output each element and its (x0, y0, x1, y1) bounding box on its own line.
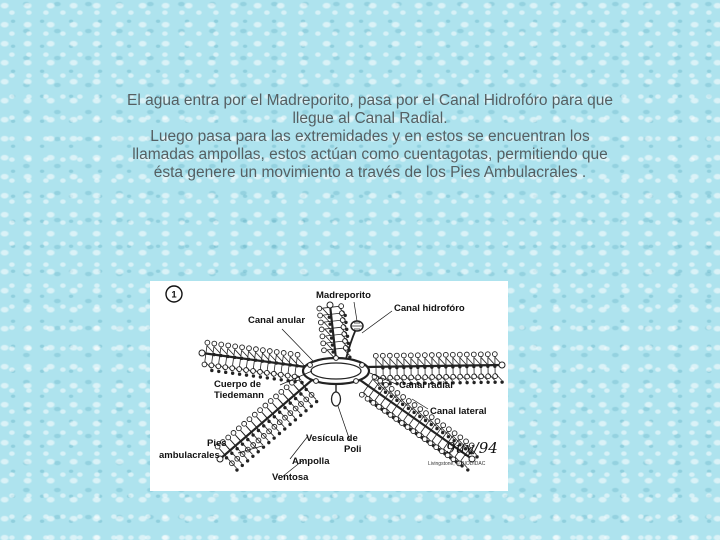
label-pies-line2: ambulacrales (159, 450, 220, 461)
ampulla (240, 345, 245, 350)
lateral-canal (415, 422, 420, 429)
sucker (225, 456, 228, 459)
figure-credit: Livingstone, © BIODIDAC (428, 461, 486, 467)
sucker (293, 380, 296, 383)
tube-foot (297, 358, 304, 365)
ampulla (274, 350, 279, 355)
sucker (344, 321, 347, 324)
ampulla (412, 403, 417, 408)
ampulla (485, 352, 490, 357)
sucker (246, 459, 249, 462)
sucker (401, 403, 404, 406)
sucker (328, 322, 331, 325)
tube-foot (207, 346, 214, 353)
ampulla (450, 352, 455, 357)
ampulla (395, 391, 400, 396)
ampulla (267, 349, 272, 354)
ampulla (219, 342, 224, 347)
lateral-canal (324, 321, 332, 322)
sucker (466, 468, 469, 471)
ampulla (359, 392, 364, 397)
sucker (235, 468, 238, 471)
sucker (330, 336, 333, 339)
intro-paragraph: El agua entra por el Madreporito, pasa por el Canal Hidrofóro para que llegue al Canal Radial. (127, 92, 613, 127)
tube-foot (242, 350, 249, 357)
ampulla (422, 437, 427, 442)
sucker (262, 424, 265, 427)
sucker (251, 433, 254, 436)
ampulla (281, 350, 286, 355)
label-cuerpo-line1: Cuerpo de (214, 379, 261, 390)
lateral-canal (325, 328, 333, 329)
lateral-canal (421, 426, 426, 433)
sucker (238, 372, 241, 375)
ampulla (384, 382, 389, 387)
lateral-canal (331, 313, 339, 314)
tube-foot (246, 426, 253, 433)
ampulla (205, 340, 210, 345)
sucker (288, 423, 291, 426)
tube-foot (262, 353, 269, 360)
ampulla (406, 399, 411, 404)
lateral-canal (323, 314, 331, 315)
ampulla (236, 426, 241, 431)
tube-foot (228, 348, 235, 355)
tube-foot (411, 358, 418, 365)
tube-foot (488, 357, 495, 364)
lateral-canal (333, 327, 341, 328)
tube-foot (278, 399, 285, 406)
ampulla (434, 445, 439, 450)
ampulla (260, 348, 265, 353)
sucker (251, 455, 254, 458)
tube-foot (230, 440, 237, 447)
lateral-canal (326, 342, 334, 343)
sucker (280, 378, 283, 381)
sucker (294, 418, 297, 421)
tube-foot (256, 352, 263, 359)
sucker (266, 376, 269, 379)
ampulla (394, 417, 399, 422)
label-canal-anular: Canal anular (248, 315, 306, 326)
sucker (388, 382, 391, 385)
polian-vesicle (332, 392, 341, 406)
tube-foot (283, 394, 290, 401)
ampulla (387, 353, 392, 358)
ampulla (247, 417, 252, 422)
label-cuerpo-line2: Tiedemann (214, 390, 264, 401)
sucker (252, 374, 255, 377)
ampulla (258, 408, 263, 413)
label-ampolla: Ampolla (292, 456, 330, 467)
sucker (261, 359, 264, 362)
ampulla (226, 343, 231, 348)
tube-foot (481, 357, 488, 364)
sucker (305, 388, 308, 391)
sucker (282, 362, 285, 365)
tube-foot (460, 358, 467, 365)
sucker (278, 432, 281, 435)
lateral-canal (386, 402, 391, 409)
sucker (275, 361, 278, 364)
tube-foot (474, 357, 481, 364)
water-vascular-diagram (150, 281, 508, 491)
label-madreporito: Madreporito (316, 290, 371, 301)
ampulla (284, 385, 289, 390)
detail-paragraph: Luego pasa para las extremidades y en estos se encuentran los llamadas ampollas, estos actúan como cuentagotas, permitiendo que ésta genere un movimiento a través de los Pies Ambulacrales . (132, 128, 608, 181)
lateral-canal (404, 414, 409, 421)
tube-foot (220, 449, 227, 456)
tube-foot (251, 421, 258, 428)
ampulla (371, 400, 376, 405)
sucker (424, 419, 427, 422)
sucker (235, 447, 238, 450)
ampulla (378, 378, 383, 383)
ampulla (417, 433, 422, 438)
sucker (384, 391, 387, 394)
sucker (300, 381, 303, 384)
ampulla (418, 407, 423, 412)
ampulla (233, 344, 238, 349)
sucker (246, 438, 249, 441)
sucker (231, 372, 234, 375)
ampulla (254, 347, 259, 352)
lateral-canal (381, 398, 386, 405)
artist-signature: 9uy/94 (446, 439, 498, 457)
sucker (472, 381, 475, 384)
ampulla (318, 320, 323, 325)
tube-foot (276, 355, 283, 362)
ampulla (471, 352, 476, 357)
tube-foot (273, 403, 280, 410)
ampulla (317, 306, 322, 311)
lateral-canal (364, 386, 369, 393)
ampulla (428, 441, 433, 446)
sucker (458, 381, 461, 384)
tube-foot (376, 359, 383, 366)
ampulla (288, 351, 293, 356)
ampulla (295, 352, 300, 357)
sucker (390, 395, 393, 398)
label-canal-radial: Canal radial (399, 380, 453, 391)
tube-foot (432, 358, 439, 365)
sucker (278, 411, 281, 414)
sucker (299, 392, 302, 395)
tube-foot (290, 357, 297, 364)
ampulla (212, 341, 217, 346)
ampulla (382, 408, 387, 413)
tube-foot (235, 349, 242, 356)
lateral-canal (332, 320, 340, 321)
sucker (378, 387, 381, 390)
sucker (240, 357, 243, 360)
sucker (412, 411, 415, 414)
lateral-canal (426, 430, 431, 437)
ampulla (436, 353, 441, 358)
ampulla (446, 427, 451, 432)
sucker (254, 359, 257, 362)
ampulla (399, 421, 404, 426)
ampulla (443, 352, 448, 357)
ampulla (424, 411, 429, 416)
ampulla (429, 353, 434, 358)
ampulla (492, 352, 497, 357)
tube-foot (425, 358, 432, 365)
sucker (315, 400, 318, 403)
sucker (493, 381, 496, 384)
sucker (435, 427, 438, 430)
ampulla (321, 341, 326, 346)
ampulla (440, 449, 445, 454)
label-pies-line1: Pies (207, 438, 227, 449)
tube-foot (439, 358, 446, 365)
sucker (283, 427, 286, 430)
sucker (257, 450, 260, 453)
tube-foot (221, 347, 228, 354)
sucker (267, 420, 270, 423)
arm-tip (199, 350, 205, 356)
tube-foot (257, 417, 264, 424)
tube-foot (241, 431, 248, 438)
label-canal-hidroforo: Canal hidrofóro (394, 303, 465, 314)
figure-number: 1 (171, 289, 177, 301)
ampulla (388, 413, 393, 418)
lateral-canal (327, 349, 335, 350)
ampulla (380, 353, 385, 358)
tube-foot (404, 358, 411, 365)
ring-canal-inner (311, 363, 361, 379)
sucker (328, 316, 331, 319)
sucker (217, 370, 220, 373)
ampulla (411, 429, 416, 434)
lateral-canal (392, 406, 397, 413)
sucker (289, 401, 292, 404)
ampulla (452, 431, 457, 436)
sucker (304, 409, 307, 412)
sucker (296, 364, 299, 367)
lateral-canal (375, 394, 380, 401)
water-vascular-system-figure (150, 281, 508, 491)
ampulla (247, 346, 252, 351)
ampulla (401, 395, 406, 400)
lateral-canal (325, 335, 333, 336)
sucker (224, 371, 227, 374)
tube-foot (383, 359, 390, 366)
ampulla (319, 327, 324, 332)
label-vesicula-line2: Poli (344, 444, 362, 455)
lateral-canal (398, 410, 403, 417)
ampulla (435, 419, 440, 424)
tube-foot (267, 408, 274, 415)
tube-foot (322, 308, 329, 315)
ampulla (478, 352, 483, 357)
sucker (241, 442, 244, 445)
lateral-canal (334, 341, 342, 342)
lateral-canal (368, 379, 373, 386)
sucker (268, 360, 271, 363)
tube-foot (467, 358, 474, 365)
ampulla (464, 352, 469, 357)
sucker (395, 399, 398, 402)
ampulla (408, 353, 413, 358)
tube-foot (418, 358, 425, 365)
ampulla (279, 389, 284, 394)
ampulla (274, 394, 279, 399)
ampulla (415, 353, 420, 358)
tube-foot (390, 359, 397, 366)
arm-tip (499, 362, 505, 368)
sucker (407, 407, 410, 410)
ampulla (322, 348, 327, 353)
tube-foot (289, 390, 296, 397)
sucker (479, 381, 482, 384)
lateral-canal (409, 418, 414, 425)
tube-foot (214, 347, 221, 354)
ampulla (320, 334, 325, 339)
ampulla (389, 386, 394, 391)
sucker (245, 373, 248, 376)
sucker (262, 445, 265, 448)
sucker (345, 328, 348, 331)
sucker (500, 380, 503, 383)
sucker (226, 355, 229, 358)
ampulla (231, 430, 236, 435)
ampulla (394, 353, 399, 358)
sucker (273, 415, 276, 418)
sucker (294, 397, 297, 400)
ampulla (242, 421, 247, 426)
tube-foot (446, 358, 453, 365)
ampulla (422, 353, 427, 358)
label-vesicula-line1: Vesícula de (306, 433, 358, 444)
sucker (210, 369, 213, 372)
sucker (273, 377, 276, 380)
ampulla (373, 353, 378, 358)
ampulla (365, 396, 370, 401)
ampulla (318, 313, 323, 318)
tube-foot (397, 359, 404, 366)
sucker (465, 381, 468, 384)
sucker (331, 343, 334, 346)
tube-foot (283, 356, 290, 363)
sucker (257, 429, 260, 432)
sucker (447, 435, 450, 438)
sucker (272, 436, 275, 439)
sucker (430, 423, 433, 426)
sucker (267, 441, 270, 444)
lateral-canal (206, 346, 207, 354)
ampulla (441, 423, 446, 428)
ampulla (252, 412, 257, 417)
lateral-canal (333, 334, 341, 335)
lateral-canal (438, 438, 443, 445)
sucker (418, 415, 421, 418)
sucker (331, 350, 334, 353)
sucker (441, 431, 444, 434)
sucker (344, 314, 347, 317)
sucker (212, 353, 215, 356)
tube-foot (249, 351, 256, 358)
sucker (310, 404, 313, 407)
tube-foot (269, 354, 276, 361)
lateral-canal (335, 348, 343, 349)
tube-foot (262, 412, 269, 419)
sucker (233, 356, 236, 359)
sucker (241, 464, 244, 467)
lateral-canal (374, 383, 379, 390)
lateral-canal (369, 390, 374, 397)
sucker (329, 329, 332, 332)
slide-text-block (118, 92, 622, 182)
arm-tip (327, 302, 333, 308)
sucker (486, 381, 489, 384)
ampulla (457, 352, 462, 357)
ampulla (377, 404, 382, 409)
sucker (219, 354, 222, 357)
sucker (289, 363, 292, 366)
sucker (299, 414, 302, 417)
lateral-canal (432, 434, 437, 441)
sucker (283, 406, 286, 409)
label-ventosa: Ventosa (272, 472, 309, 483)
sucker (346, 335, 349, 338)
ampulla (401, 353, 406, 358)
sucker (230, 452, 233, 455)
tube-foot (294, 385, 301, 392)
ampulla (268, 399, 273, 404)
tube-foot (453, 358, 460, 365)
ampulla (405, 425, 410, 430)
label-canal-lateral: Canal lateral (430, 406, 487, 417)
ampulla (263, 403, 268, 408)
tube-foot (235, 435, 242, 442)
sucker (247, 358, 250, 361)
